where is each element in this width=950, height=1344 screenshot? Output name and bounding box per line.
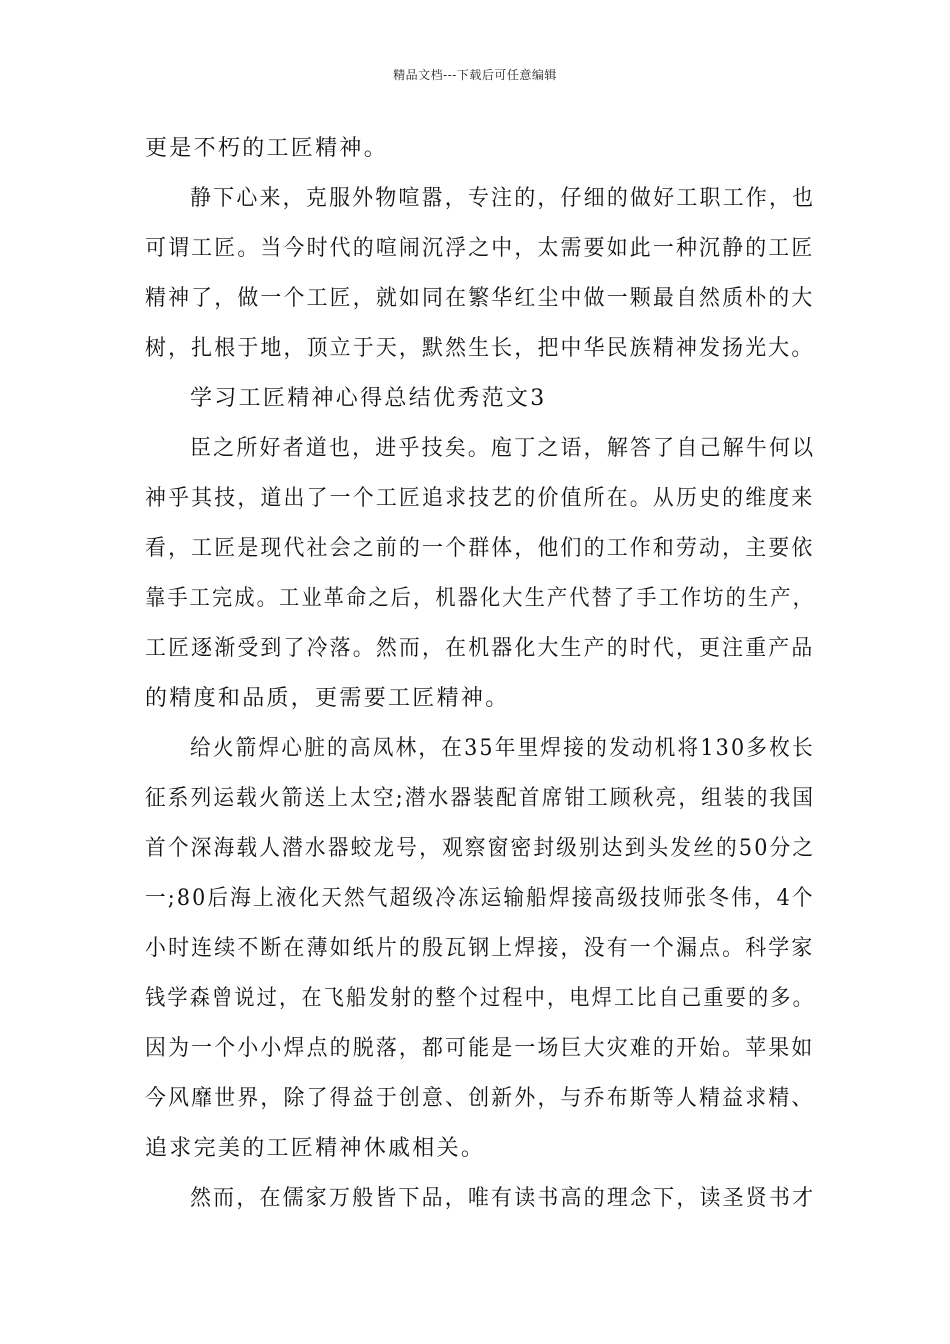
section-heading: 学习工匠精神心得总结优秀范文3: [190, 386, 547, 411]
text-line: 今风靡世界，除了得益于创意、创新外，与乔布斯等人精益求精、: [145, 1086, 815, 1111]
text-line: 靠手工完成。工业革命之后，机器化大生产代替了手工作坊的生产，: [145, 586, 815, 611]
text-line: 的精度和品质，更需要工匠精神。: [145, 686, 510, 711]
text-line: 静下心来，克服外物喧嚣，专注的，仔细的做好工职工作，也: [190, 186, 816, 211]
text-line: 神乎其技，道出了一个工匠追求技艺的价值所在。从历史的维度来: [145, 486, 815, 511]
text-line: 臣之所好者道也，进乎技矣。庖丁之语，解答了自己解牛何以: [190, 436, 816, 461]
text-line: 看，工匠是现代社会之前的一个群体，他们的工作和劳动，主要依: [145, 536, 815, 561]
page-header: 精品文档---下载后可任意编辑: [393, 68, 557, 82]
text-line: 然而，在儒家万般皆下品，唯有读书高的理念下，读圣贤书才: [190, 1186, 816, 1211]
text-line: 追求完美的工匠精神休戚相关。: [145, 1136, 486, 1161]
text-line: 树，扎根于地，顶立于天，默然生长，把中华民族精神发扬光大。: [145, 336, 815, 361]
text-line: 钱学森曾说过，在飞船发射的整个过程中，电焊工比自己重要的多。: [145, 986, 815, 1011]
text-line: 小时连续不断在薄如纸片的殷瓦钢上焊接，没有一个漏点。科学家: [145, 936, 815, 961]
text-line: 一;80后海上液化天然气超级冷冻运输船焊接高级技师张冬伟，4个: [145, 886, 815, 911]
text-line: 因为一个小小焊点的脱落，都可能是一场巨大灾难的开始。苹果如: [145, 1036, 815, 1061]
text-line: 首个深海载人潜水器蛟龙号，观察窗密封级别达到头发丝的50分之: [145, 836, 816, 861]
text-line: 征系列运载火箭送上太空;潜水器装配首席钳工顾秋亮，组装的我国: [145, 786, 816, 811]
text-line: 可谓工匠。当今时代的喧闹沉浮之中，太需要如此一种沉静的工匠: [145, 236, 815, 261]
text-line: 更是不朽的工匠精神。: [145, 136, 389, 161]
text-line: 工匠逐渐受到了冷落。然而，在机器化大生产的时代，更注重产品: [145, 636, 815, 661]
text-line: 给火箭焊心脏的高凤林，在35年里焊接的发动机将130多枚长: [190, 736, 815, 761]
text-line: 精神了，做一个工匠，就如同在繁华红尘中做一颗最自然质朴的大: [145, 286, 815, 311]
